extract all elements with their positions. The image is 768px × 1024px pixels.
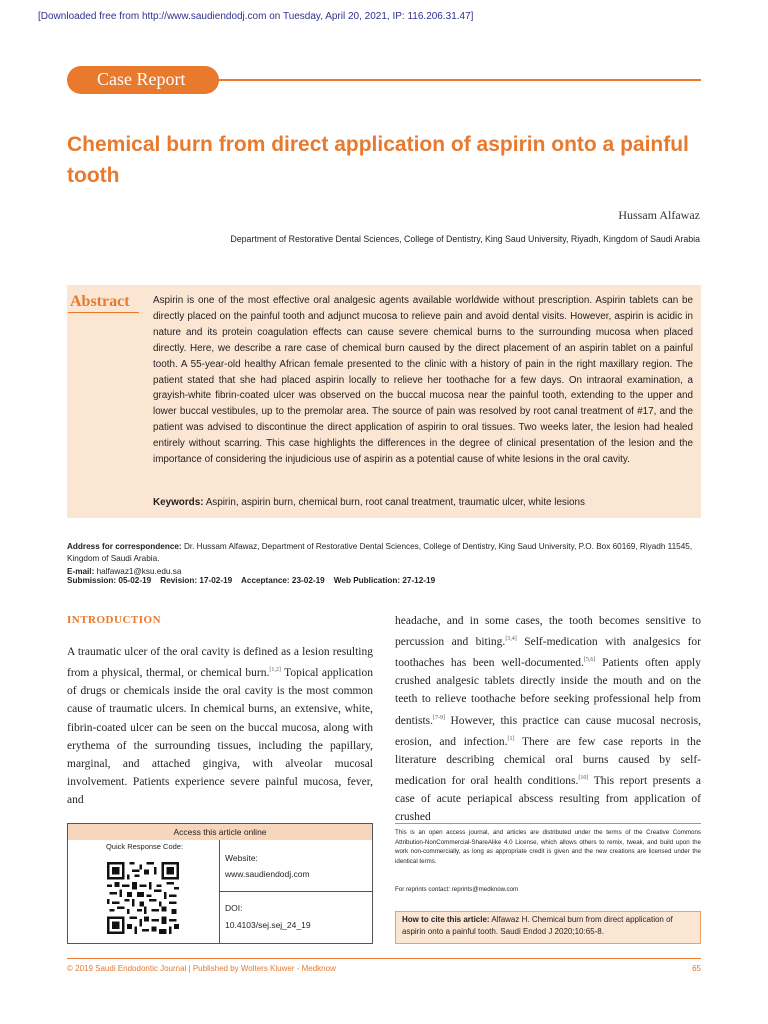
citation-ref[interactable]: [1,2] [269, 667, 281, 674]
body-text: There are few case reports in the literature describing chemical oral burns caused by self-medication for oral health conditions. [395, 735, 701, 787]
author-affiliation: Department of Restorative Dental Sciences, College of Dentistry, King Saud University, Riyadh, Kingdom of Saudi Arabia [230, 234, 700, 244]
correspondence-address: Dr. Hussam Alfawaz, Department of Restorative Dental Sciences, College of Dentistry, King Saud University, P.O. Box 60169, Riyadh 11545, Kingdom of Saudi Arabia. [67, 542, 693, 564]
doi-label: DOI: [225, 903, 243, 913]
website-link[interactable]: www.saudiendodj.com [225, 869, 310, 879]
author-name: Hussam Alfawaz [618, 208, 700, 222]
email-label: E-mail: [67, 566, 95, 576]
body-text: A traumatic ulcer of the oral cavity is defined as a lesion resulting from a physical, thermal, or chemical burn. [67, 646, 373, 680]
body-text: This report presents a case of acute periapical abscess resulting from application of crushed [395, 774, 701, 824]
download-notice: [Downloaded free from http://www.saudiendodj.com on Tuesday, April 20, 2021, IP: 116.206.31.47] [38, 11, 474, 22]
doi-link[interactable]: 10.4103/sej.sej_24_19 [225, 920, 311, 930]
website-label: Website: [225, 853, 258, 863]
header-rule [200, 79, 701, 81]
access-divider-horizontal [219, 891, 372, 892]
correspondence-email[interactable]: halfawaz1@ksu.edu.sa [96, 566, 182, 576]
footer-copyright: © 2019 Saudi Endodontic Journal | Published by Wolters Kluwer - Medknow [67, 964, 336, 973]
abstract-heading-underline [68, 312, 139, 313]
qr-code-icon[interactable] [107, 862, 179, 934]
publication-dates: Submission: 05-02-19 Revision: 17-02-19 Acceptance: 23-02-19 Web Publication: 27-12-19 [67, 576, 436, 585]
citation-ref[interactable]: [10] [578, 774, 589, 781]
body-text: However, this practice can cause mucosal necrosis, erosion, and infection. [395, 714, 701, 748]
body-column-left [67, 643, 373, 810]
article-title: Chemical burn from direct application of aspirin onto a painful tooth [67, 133, 689, 187]
body-text: Patients often apply crushed analgesic tablets directly inside the mouth and on the teeth to relieve toothache before seeking professional help from dentists. [395, 657, 701, 727]
license-note: This is an open access journal, and articles are distributed under the terms of the Creative Commons Attribution-NonCommercial-ShareAlike 4.0 License, which allows others to remix, tweak, and build upon the work non-commercially, as long as appropriate credit is given and the new creations are licensed under the identical terms. [395, 829, 701, 865]
correspondence [67, 541, 707, 578]
citation-ref[interactable]: [1] [507, 735, 515, 742]
cite-text [402, 914, 696, 938]
abstract-text: Aspirin is one of the most effective oral analgesic agents available worldwide without prescription. Aspirin tablets can be directly placed on the painful tooth and adjunct mucosa to relieve pain and avoid dental visits. However, aspirin is acidic in nature and its protein coagulation effects can cause severe chemical burns to the surrounding mucosa when placed directly. Here, we describe a rare case of chemical burn caused by the direct placement of an aspirin tablet on a painful tooth. A 55-year-old healthy African female presented to the clinic with a history of pain in the right maxillary region. The patient stated that she had placed aspirin locally to relieve her toothache for a few days. On intraoral examination, a grayish-white fibrin-coated ulcer was observed on the buccal mucosa near the painful tooth, extending to the upper and lower buccal vestibules, up to the premolar area. The source of pain was resolved by root canal treatment of #17, and the patient was advised to discontinue the direct application of aspirin to oral tissues. Two weeks later, the lesion had healed entirely without scarring. This case highlights the differences in the degree of clinical presentation of the lesion and the importance of considering the injudicious use of aspirin as a potential cause of white lesions in the oral cavity. [153, 295, 693, 466]
citation-ref[interactable]: [5,6] [583, 657, 596, 664]
keywords-list: Aspirin, aspirin burn, chemical burn, root canal treatment, traumatic ulcer, white lesions [205, 497, 585, 508]
license-rule [395, 823, 701, 824]
introduction-heading: INTRODUCTION [67, 614, 162, 626]
keywords-label: Keywords: [153, 497, 204, 508]
cite-label: How to cite this article: [402, 915, 490, 924]
body-text: Topical application of drugs or chemicals inside the oral cavity is the most common cause of traumatic ulcers. In chemical burns, an extensive, white, fibrin-coated ulcer can be seen on the buccal mucosa, along with erythema of the surrounding tissues, including the papillary, marginal, and attached gingiva, with alveolar mucosal involvement. Patients experience severe painful mucosa, fever, and [67, 667, 373, 807]
body-column-right [395, 612, 701, 826]
page-number: 65 [692, 964, 701, 973]
correspondence-label: Address for correspondence: [67, 542, 182, 551]
body-text: headache, and in some cases, the tooth becomes sensitive to percussion and biting. [395, 615, 701, 649]
qr-label: Quick Response Code: [105, 842, 184, 851]
citation-ref[interactable]: [7-9] [433, 714, 446, 721]
access-online-heading: Access this article online [68, 824, 372, 840]
citation-ref[interactable]: [3,4] [505, 636, 517, 643]
cite-reference: Alfawaz H. Chemical burn from direct application of aspirin onto a painful tooth. Saudi Endod J 2020;10:65-8. [402, 915, 673, 936]
section-tag [67, 66, 219, 94]
reprints-contact: For reprints contact: reprints@medknow.com [395, 886, 519, 893]
footer-rule [67, 958, 701, 959]
abstract-heading: Abstract [70, 293, 130, 310]
section-tag-label: Case Report [97, 69, 186, 89]
body-text: Self-medication with analgesics for toothaches has been well-documented. [395, 636, 701, 670]
keywords [153, 497, 693, 508]
